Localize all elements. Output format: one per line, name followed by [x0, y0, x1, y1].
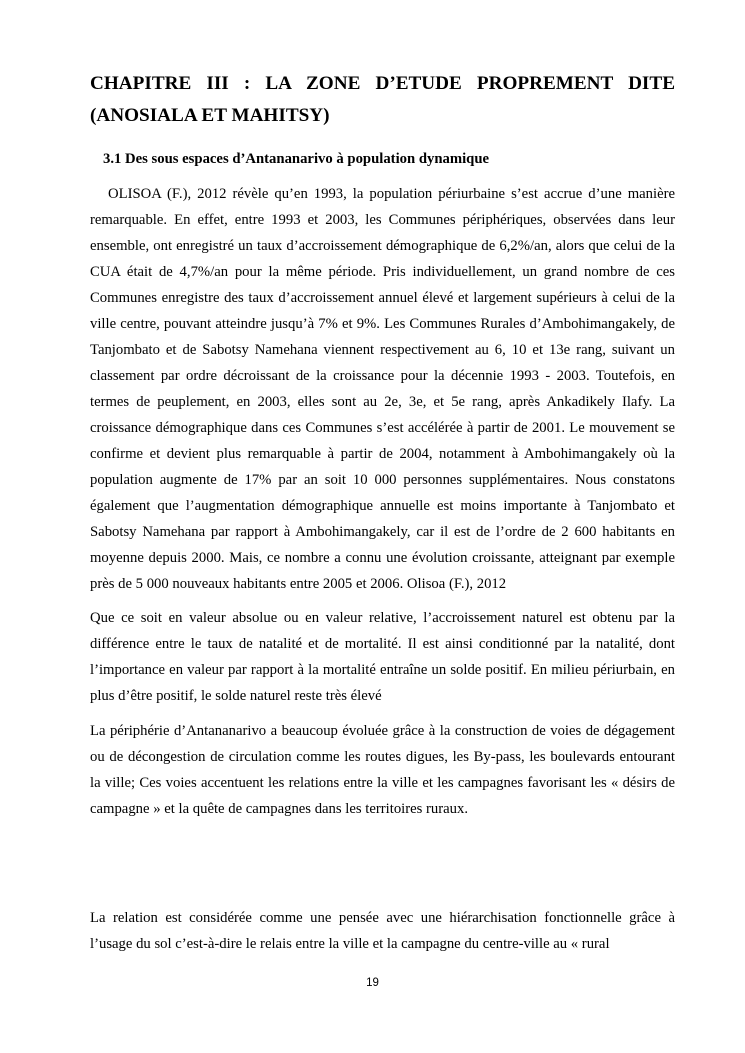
body-paragraph: OLISOA (F.), 2012 révèle qu’en 1993, la population périurbaine s’est accrue d’une manière remarquable. En effet, entre 1993 et 2003, les Communes périphériques, observées dans leur ensemble, ont enregistré un taux d’accroissement démographique de 6,2%/an, alors que celui de la CUA était de 4,7%/an pour la même période. Pris individuellement, un grand nombre de ces Communes enregistre des taux d’accroissement annuel élevé et largement supérieurs à celui de la ville centre, pouvant atteindre jusqu’à 7% et 9%. Les Communes Rurales d’Ambohimangakely, de Tanjombato et de Sabotsy Namehana viennent respectivement au 6, 10 et 13e rang, suivant un classement par ordre décroissant de la croissance pour la décennie 1993 - 2003. Toutefois, en termes de peuplement, en 2003, elles sont au 2e, 3e, et 5e rang, après Ankadikely Ilafy. La croissance démographique dans ces Communes s’est accélérée à partir de 2001. Le mouvement se confirme et devient plus remarquable à partir de 2004, notamment à Ambohimangakely où la population augmente de 17% par an soit 10 000 personnes supplémentaires. Nous constatons également que l’augmentation démographique annuelle est moins importante à Tanjombato et Sabotsy Namehana par rapport à Ambohimangakely, car il est de l’ordre de 2 600 habitants en moyenne depuis 2000. Mais, ce nombre a connu une évolution croissante, atteignant par exemple près de 5 000 nouveaux habitants entre 2005 et 2006. Olisoa (F.), 2012 — [90, 186, 675, 592]
section-heading: 3.1 Des sous espaces d’Antananarivo à population dynamique — [103, 151, 490, 167]
body-paragraph: La périphérie d’Antananarivo a beaucoup évoluée grâce à la construction de voies de dégagement ou de décongestion de circulation comme les routes digues, les By-pass, les boulevards entourant la ville; Ces voies accentuent les relations entre la ville et les campagnes favorisant les « désirs de campagne » et la quête de campagnes dans les territoires ruraux. — [90, 723, 675, 817]
body-paragraph: La relation est considérée comme une pensée avec une hiérarchisation fonctionnelle grâce à l’usage du sol c’est-à-dire le relais entre la ville et la campagne du centre-ville au « rural — [90, 910, 675, 952]
body-paragraph: Que ce soit en valeur absolue ou en valeur relative, l’accroissement naturel est obtenu par la différence entre le taux de natalité et de mortalité. Il est ainsi conditionné par la natalité, dont l’importance en valeur par rapport à la mortalité entraîne un solde positif. En milieu périurbain, en plus d’être positif, le solde naturel reste très élevé — [90, 610, 675, 704]
chapter-title: CHAPITRE III : LA ZONE D’ETUDE PROPREMENT DITE (ANOSIALA ET MAHITSY) — [90, 73, 675, 126]
page-number: 19 — [366, 977, 379, 989]
